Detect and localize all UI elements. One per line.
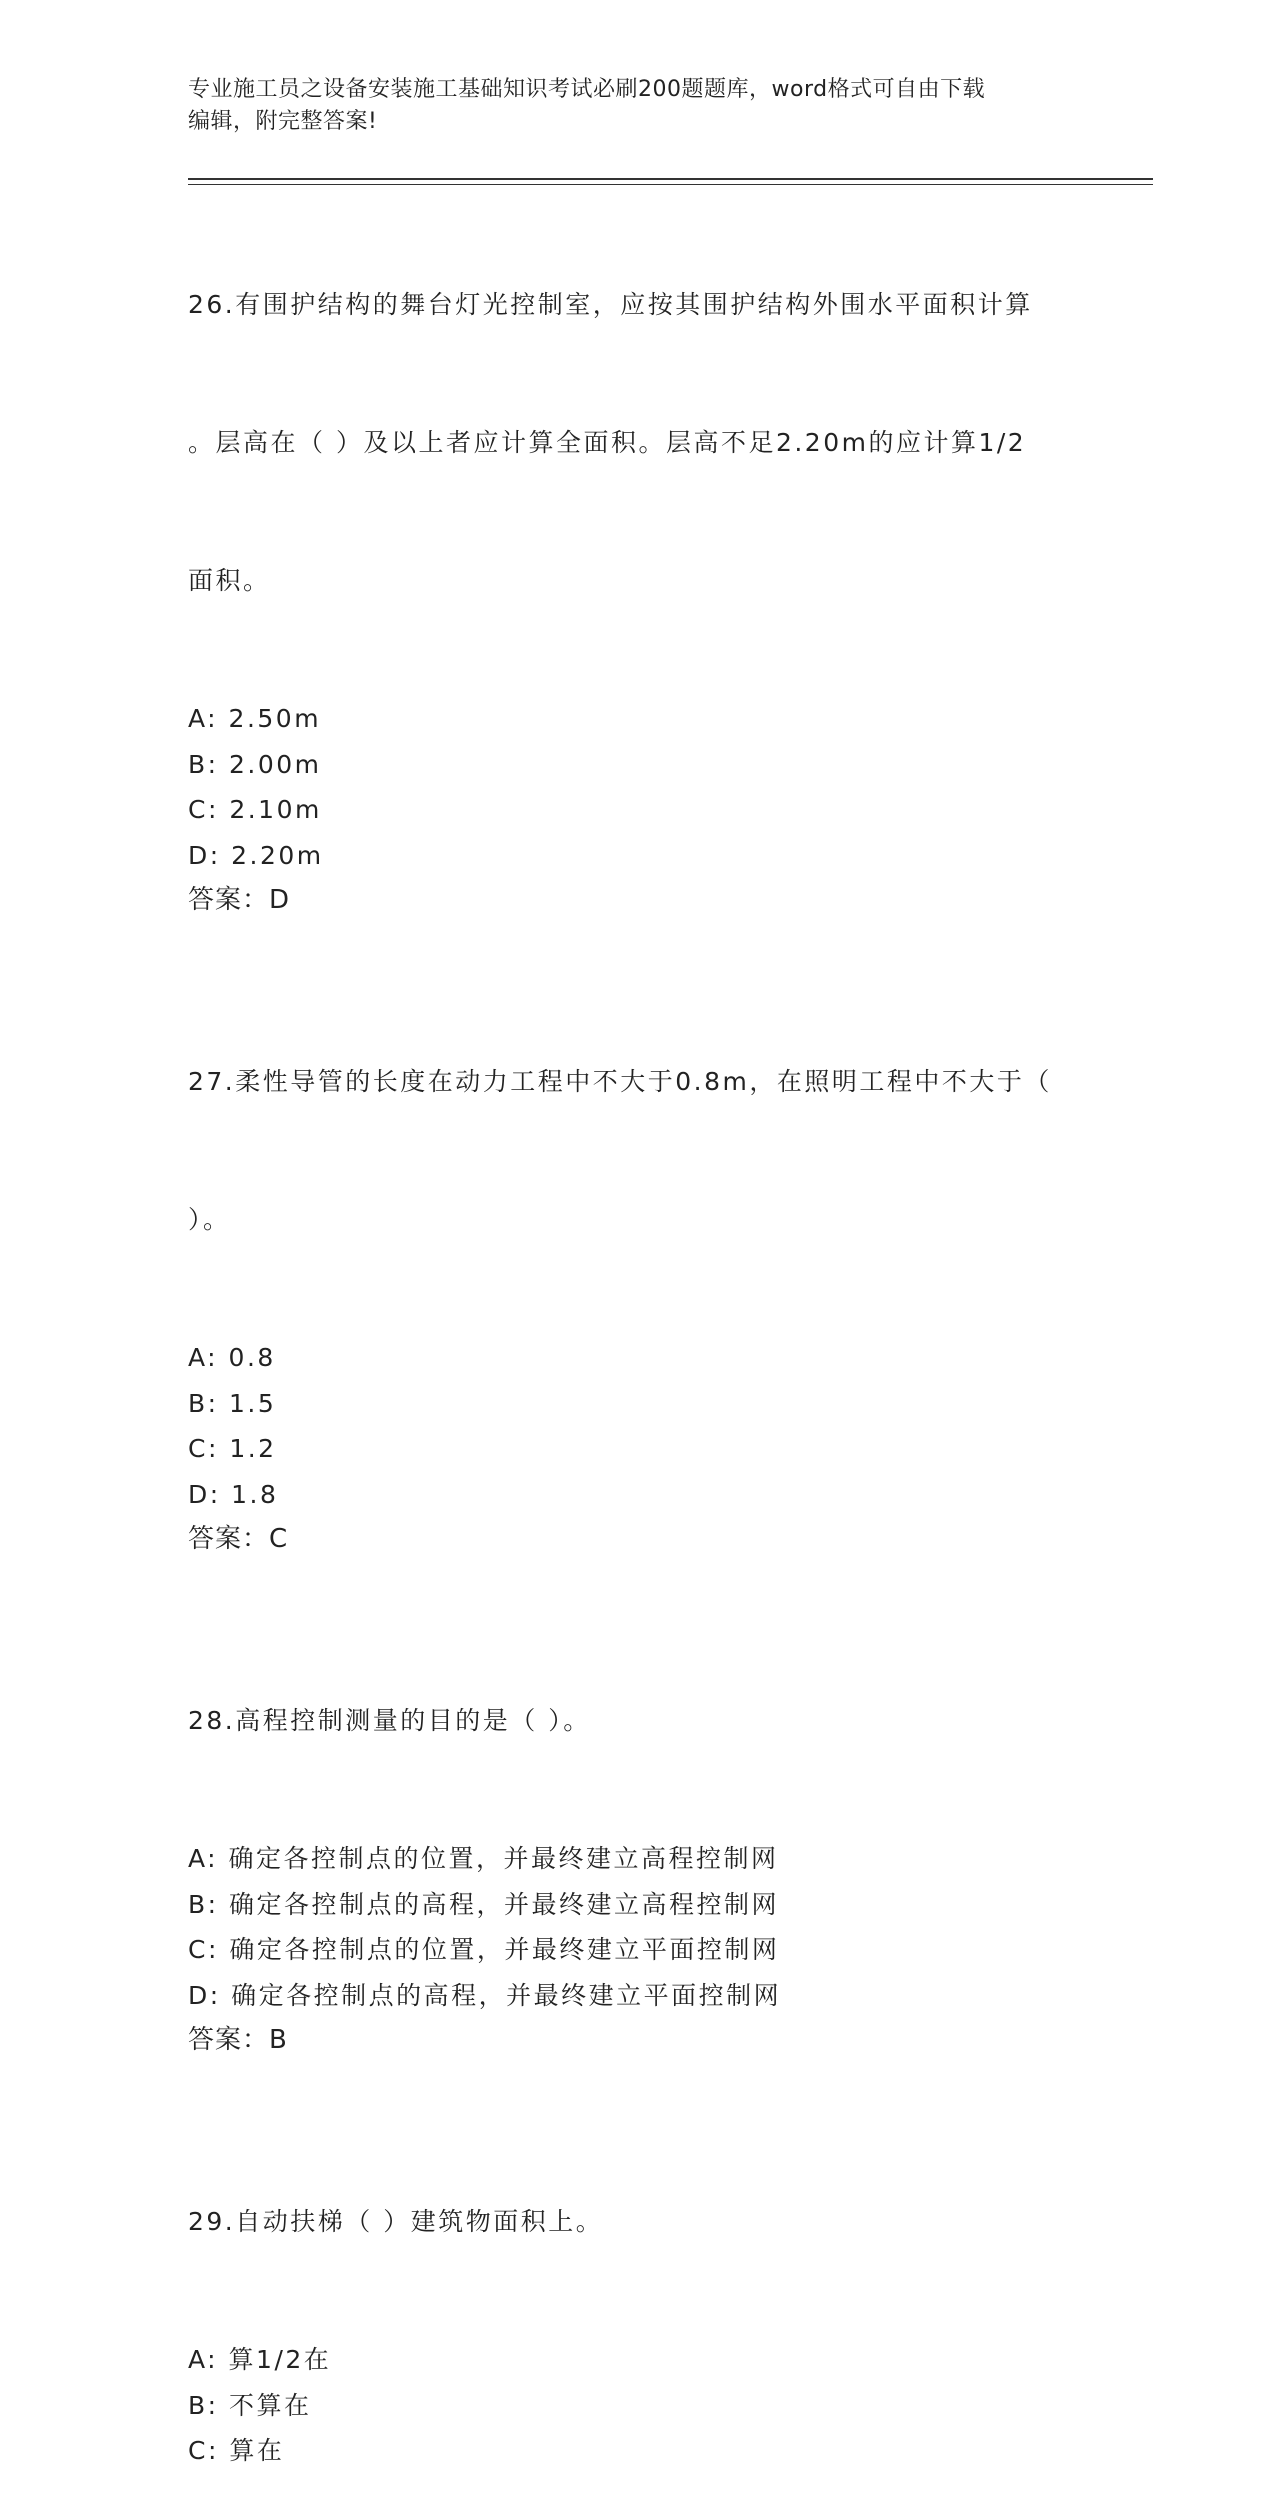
option-b: B: 1.5 (188, 1388, 277, 1418)
option-c: C: 2.10m (188, 795, 322, 824)
question-28 (188, 1606, 1088, 2063)
option-d: D: 2.20m (188, 840, 324, 870)
question-stem (188, 190, 1088, 696)
question-stem-line: 。层高在（ ）及以上者应计算全面积。层高不足2.20m的应计算1/2 (188, 428, 1027, 457)
option-b: B: 2.00m (188, 749, 322, 779)
question-stem-line: 26.有围护结构的舞台灯光控制室，应按其围护结构外围水平面积计算 (188, 290, 1033, 319)
option-c: C: 确定各控制点的位置，并最终建立平面控制网 (188, 1935, 780, 1964)
option-a: A: 算1/2在 (188, 2345, 332, 2374)
question-stem-line: 29.自动扶梯（ ）建筑物面积上。 (188, 2207, 604, 2236)
document-header (188, 74, 1068, 138)
option-c: C: 1.2 (188, 1434, 277, 1463)
option-c: C: 算在 (188, 2436, 285, 2465)
question-stem-line: 27.柔性导管的长度在动力工程中不大于0.8m，在照明工程中不大于（ (188, 1067, 1052, 1096)
question-stem (188, 2107, 1088, 2337)
answer-label: 答案：B (188, 2025, 288, 2055)
option-d: D: 1.8 (188, 1479, 279, 1509)
answer-label: 答案：D (188, 885, 291, 915)
header-divider-thin (188, 184, 1153, 185)
question-29 (188, 2107, 1088, 2474)
header-title-line-2: 编辑，附完整答案! (188, 109, 378, 134)
question-stem (188, 1606, 1088, 1836)
option-a: A: 0.8 (188, 1343, 276, 1372)
option-b: B: 不算在 (188, 2390, 312, 2420)
question-stem (188, 967, 1088, 1335)
option-b: B: 确定各控制点的高程，并最终建立高程控制网 (188, 1889, 780, 1919)
option-a: A: 2.50m (188, 704, 322, 733)
answer-label: 答案：C (188, 1524, 289, 1554)
question-stem-line: ）。 (188, 1205, 231, 1234)
question-stem-line: 面积。 (188, 566, 271, 595)
header-divider-thick (188, 178, 1153, 180)
option-d: D: 确定各控制点的高程，并最终建立平面控制网 (188, 1980, 782, 2010)
option-a: A: 确定各控制点的位置，并最终建立高程控制网 (188, 1844, 779, 1873)
question-list (188, 190, 1088, 2518)
header-title-line-1: 专业施工员之设备安装施工基础知识考试必刷200题题库，word格式可自由下载 (188, 77, 986, 102)
question-stem-line: 28.高程控制测量的目的是（ ）。 (188, 1706, 591, 1735)
question-26 (188, 190, 1088, 923)
question-27 (188, 967, 1088, 1562)
